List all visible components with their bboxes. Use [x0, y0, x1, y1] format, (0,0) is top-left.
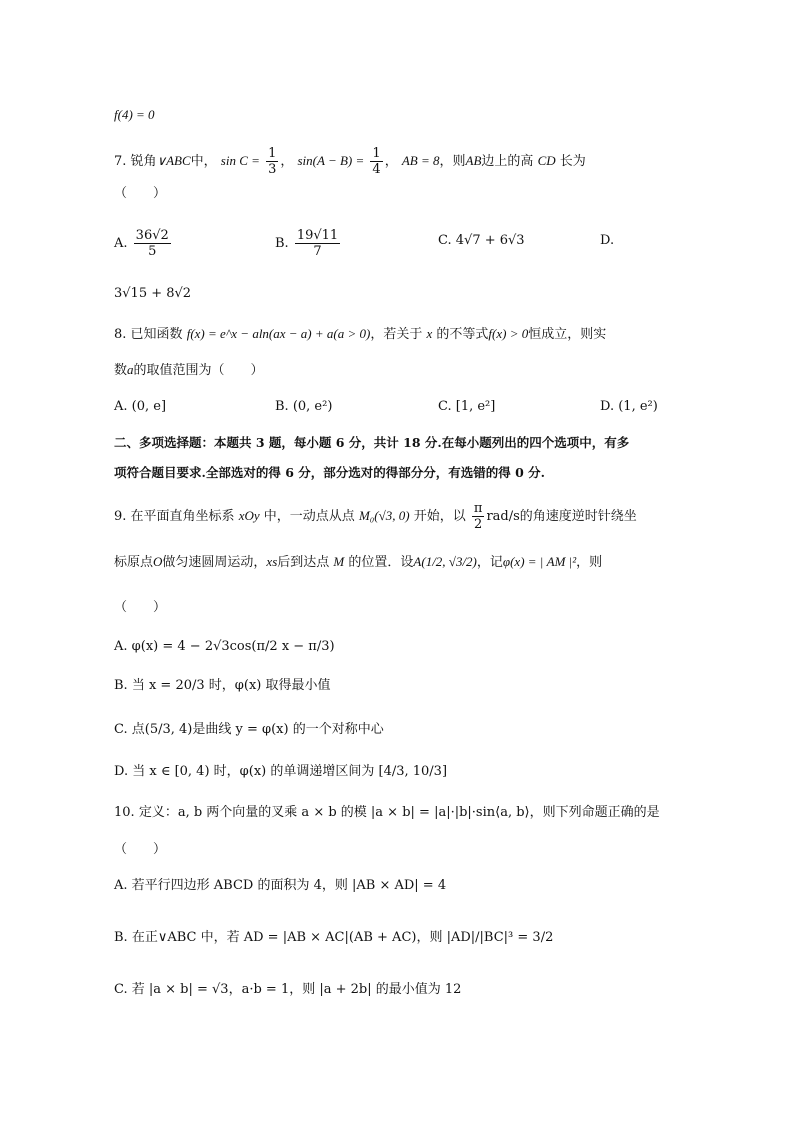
- q7-text-d: 边上的高: [481, 154, 534, 169]
- q9-xs: xs: [266, 554, 278, 569]
- q7-option-c-value: 4√7 + 6√3: [455, 233, 525, 248]
- q7-option-b[interactable]: [275, 228, 342, 259]
- q8-x: x: [426, 326, 433, 341]
- q9-pi-fraction: [472, 501, 485, 532]
- q7-sinab-den: 4: [372, 162, 381, 177]
- q8-option-d[interactable]: D. (1, e²): [600, 399, 658, 414]
- q9-pi-den: 2: [474, 517, 483, 532]
- q7-ab: AB = 8: [401, 153, 440, 168]
- q9-text-j: ，则: [576, 555, 603, 570]
- q7-sinc-fraction: [266, 146, 278, 177]
- q9-m: M: [333, 554, 345, 569]
- q7-sinab-fraction: [370, 146, 382, 177]
- q7-option-c-label: C.: [438, 233, 452, 248]
- q9-phi: φ(x) = | AM |²: [502, 554, 577, 569]
- q8-option-b[interactable]: B. (0, e²): [275, 399, 333, 414]
- q9-pi-num: π: [473, 501, 483, 516]
- q7-sinc: sin C =: [220, 153, 260, 168]
- q9-unit: rad/s: [486, 509, 520, 524]
- q10-number: 10.: [114, 805, 135, 820]
- q9-option-d[interactable]: D. 当 x ∈ [0, 4) 时，φ(x) 的单调递增区间为 [4/3, 10/3]: [114, 764, 448, 779]
- q9-text-a: 在平面直角坐标系: [130, 509, 235, 524]
- q7-sinc-den: 3: [268, 162, 277, 177]
- q9-stem-cont: [114, 552, 602, 573]
- section2-instruction-line2: 项符合题目要求.全部选对的得 6 分，部分选对的得部分分，有选错的得 0 分.: [114, 465, 546, 480]
- q8-inequality: f(x) > 0: [488, 326, 529, 341]
- q7-number: 7.: [114, 154, 127, 169]
- q9-text-g: 后到达点: [277, 555, 330, 570]
- q7-sinab: sin(A − B) =: [297, 153, 365, 168]
- q7-text-e: 长为: [559, 154, 586, 169]
- q8-stem-cont: [114, 360, 264, 381]
- q9-text-d: 的角速度逆时针绕坐: [519, 509, 637, 524]
- q7-option-a-fraction: [134, 228, 171, 259]
- q8-option-a[interactable]: A. (0, e]: [114, 399, 167, 414]
- q10-option-c[interactable]: C. 若 |a × b| = √3，a·b = 1，则 |a + 2b| 的最小值为 12: [114, 982, 462, 997]
- q7-option-d-value: 3√15 + 8√2: [114, 286, 192, 301]
- q10-option-a[interactable]: A. 若平行四边形 ABCD 的面积为 4，则 |AB × AD| = 4: [114, 878, 447, 893]
- q7-option-a-den: 5: [148, 244, 157, 259]
- q7-cd: CD: [537, 153, 556, 168]
- q8-text-d: 恒成立，则实: [528, 327, 607, 342]
- q9-number: 9.: [114, 509, 127, 524]
- q10-definition: 定义：a, b 两个向量的叉乘 a × b 的模 |a × b| = |a|·|b|·sin⟨a, b⟩，则下列命题正确的是: [138, 805, 660, 820]
- q7-option-d-label: D.: [600, 233, 615, 248]
- q9-m0: M₀(√3, 0): [358, 508, 410, 523]
- q7-sinc-num: 1: [268, 146, 277, 161]
- q10-answer-paren: （ ）: [114, 842, 167, 857]
- q7-stem: [114, 146, 586, 177]
- q7-option-a[interactable]: [114, 228, 173, 259]
- q9-text-i: ，记: [476, 555, 503, 570]
- q7-option-b-num: 19√11: [296, 228, 339, 243]
- q8-option-c[interactable]: C. [1, e²]: [438, 399, 496, 414]
- q9-text-c: 开始，以: [413, 509, 466, 524]
- q7-option-b-fraction: [295, 228, 340, 259]
- q8-text-c: 的不等式: [436, 327, 489, 342]
- q9-text-e: 标原点: [114, 555, 154, 570]
- q9-text-f: 做匀速圆周运动，: [162, 555, 267, 570]
- q7-option-b-den: 7: [313, 244, 322, 259]
- section2-instruction-line1: 二、多项选择题：本题共 3 题，每小题 6 分，共计 18 分.在每小题列出的四个选项中，有多: [114, 435, 630, 450]
- q9-answer-paren: （ ）: [114, 600, 167, 615]
- q7-text-a: 锐角: [130, 154, 157, 169]
- q7-sep2: ，: [384, 154, 398, 169]
- q7-option-a-label: A.: [114, 236, 128, 251]
- q7-option-b-label: B.: [275, 236, 289, 251]
- q9-option-c[interactable]: C. 点(5/3, 4)是曲线 y = φ(x) 的一个对称中心: [114, 722, 384, 737]
- q7-sinab-num: 1: [372, 146, 381, 161]
- q9-option-b[interactable]: B. 当 x = 20/3 时，φ(x) 取得最小值: [114, 678, 331, 693]
- q9-text-h: 的位置．设: [348, 555, 414, 570]
- q8-number: 8.: [114, 327, 127, 342]
- q9-o: O: [153, 554, 163, 569]
- q7-sep1: ，: [280, 154, 294, 169]
- q9-xoy: xOy: [238, 508, 260, 523]
- q7-answer-paren: （ ）: [114, 186, 167, 201]
- q8-a: a: [127, 362, 134, 377]
- previous-option-fragment: f(4) = 0: [114, 107, 155, 122]
- q8-stem: [114, 324, 606, 345]
- q9-text-b: 中，一动点从点: [263, 509, 355, 524]
- q7-text-c: ，则: [439, 154, 466, 169]
- q9-stem: [114, 501, 637, 532]
- q10-stem: [114, 803, 660, 823]
- q7-option-d[interactable]: [600, 231, 614, 251]
- q9-option-a[interactable]: A. φ(x) = 4 − 2√3cos(π/2 x − π/3): [114, 639, 335, 654]
- q8-text-b: ，若关于: [370, 327, 423, 342]
- q9-point-a: A(1/2, √3/2): [413, 554, 477, 569]
- q8-function: f(x) = e^x − aln(ax − a) + a(a > 0): [186, 326, 371, 341]
- q10-option-b[interactable]: B. 在正∨ABC 中，若 AD = |AB × AC|(AB + AC)，则 |AD|/|BC|³ = 3/2: [114, 930, 554, 945]
- q7-option-c[interactable]: [438, 231, 525, 251]
- q8-text-f: 的取值范围为（ ）: [133, 363, 264, 378]
- q7-option-a-num: 36√2: [135, 228, 169, 243]
- q7-triangle: ∨ABC: [156, 153, 191, 168]
- q8-text-e: 数: [114, 363, 128, 378]
- q7-text-b: 中，: [190, 154, 217, 169]
- q7-ab2: AB: [465, 153, 482, 168]
- q8-text-a: 已知函数: [130, 327, 183, 342]
